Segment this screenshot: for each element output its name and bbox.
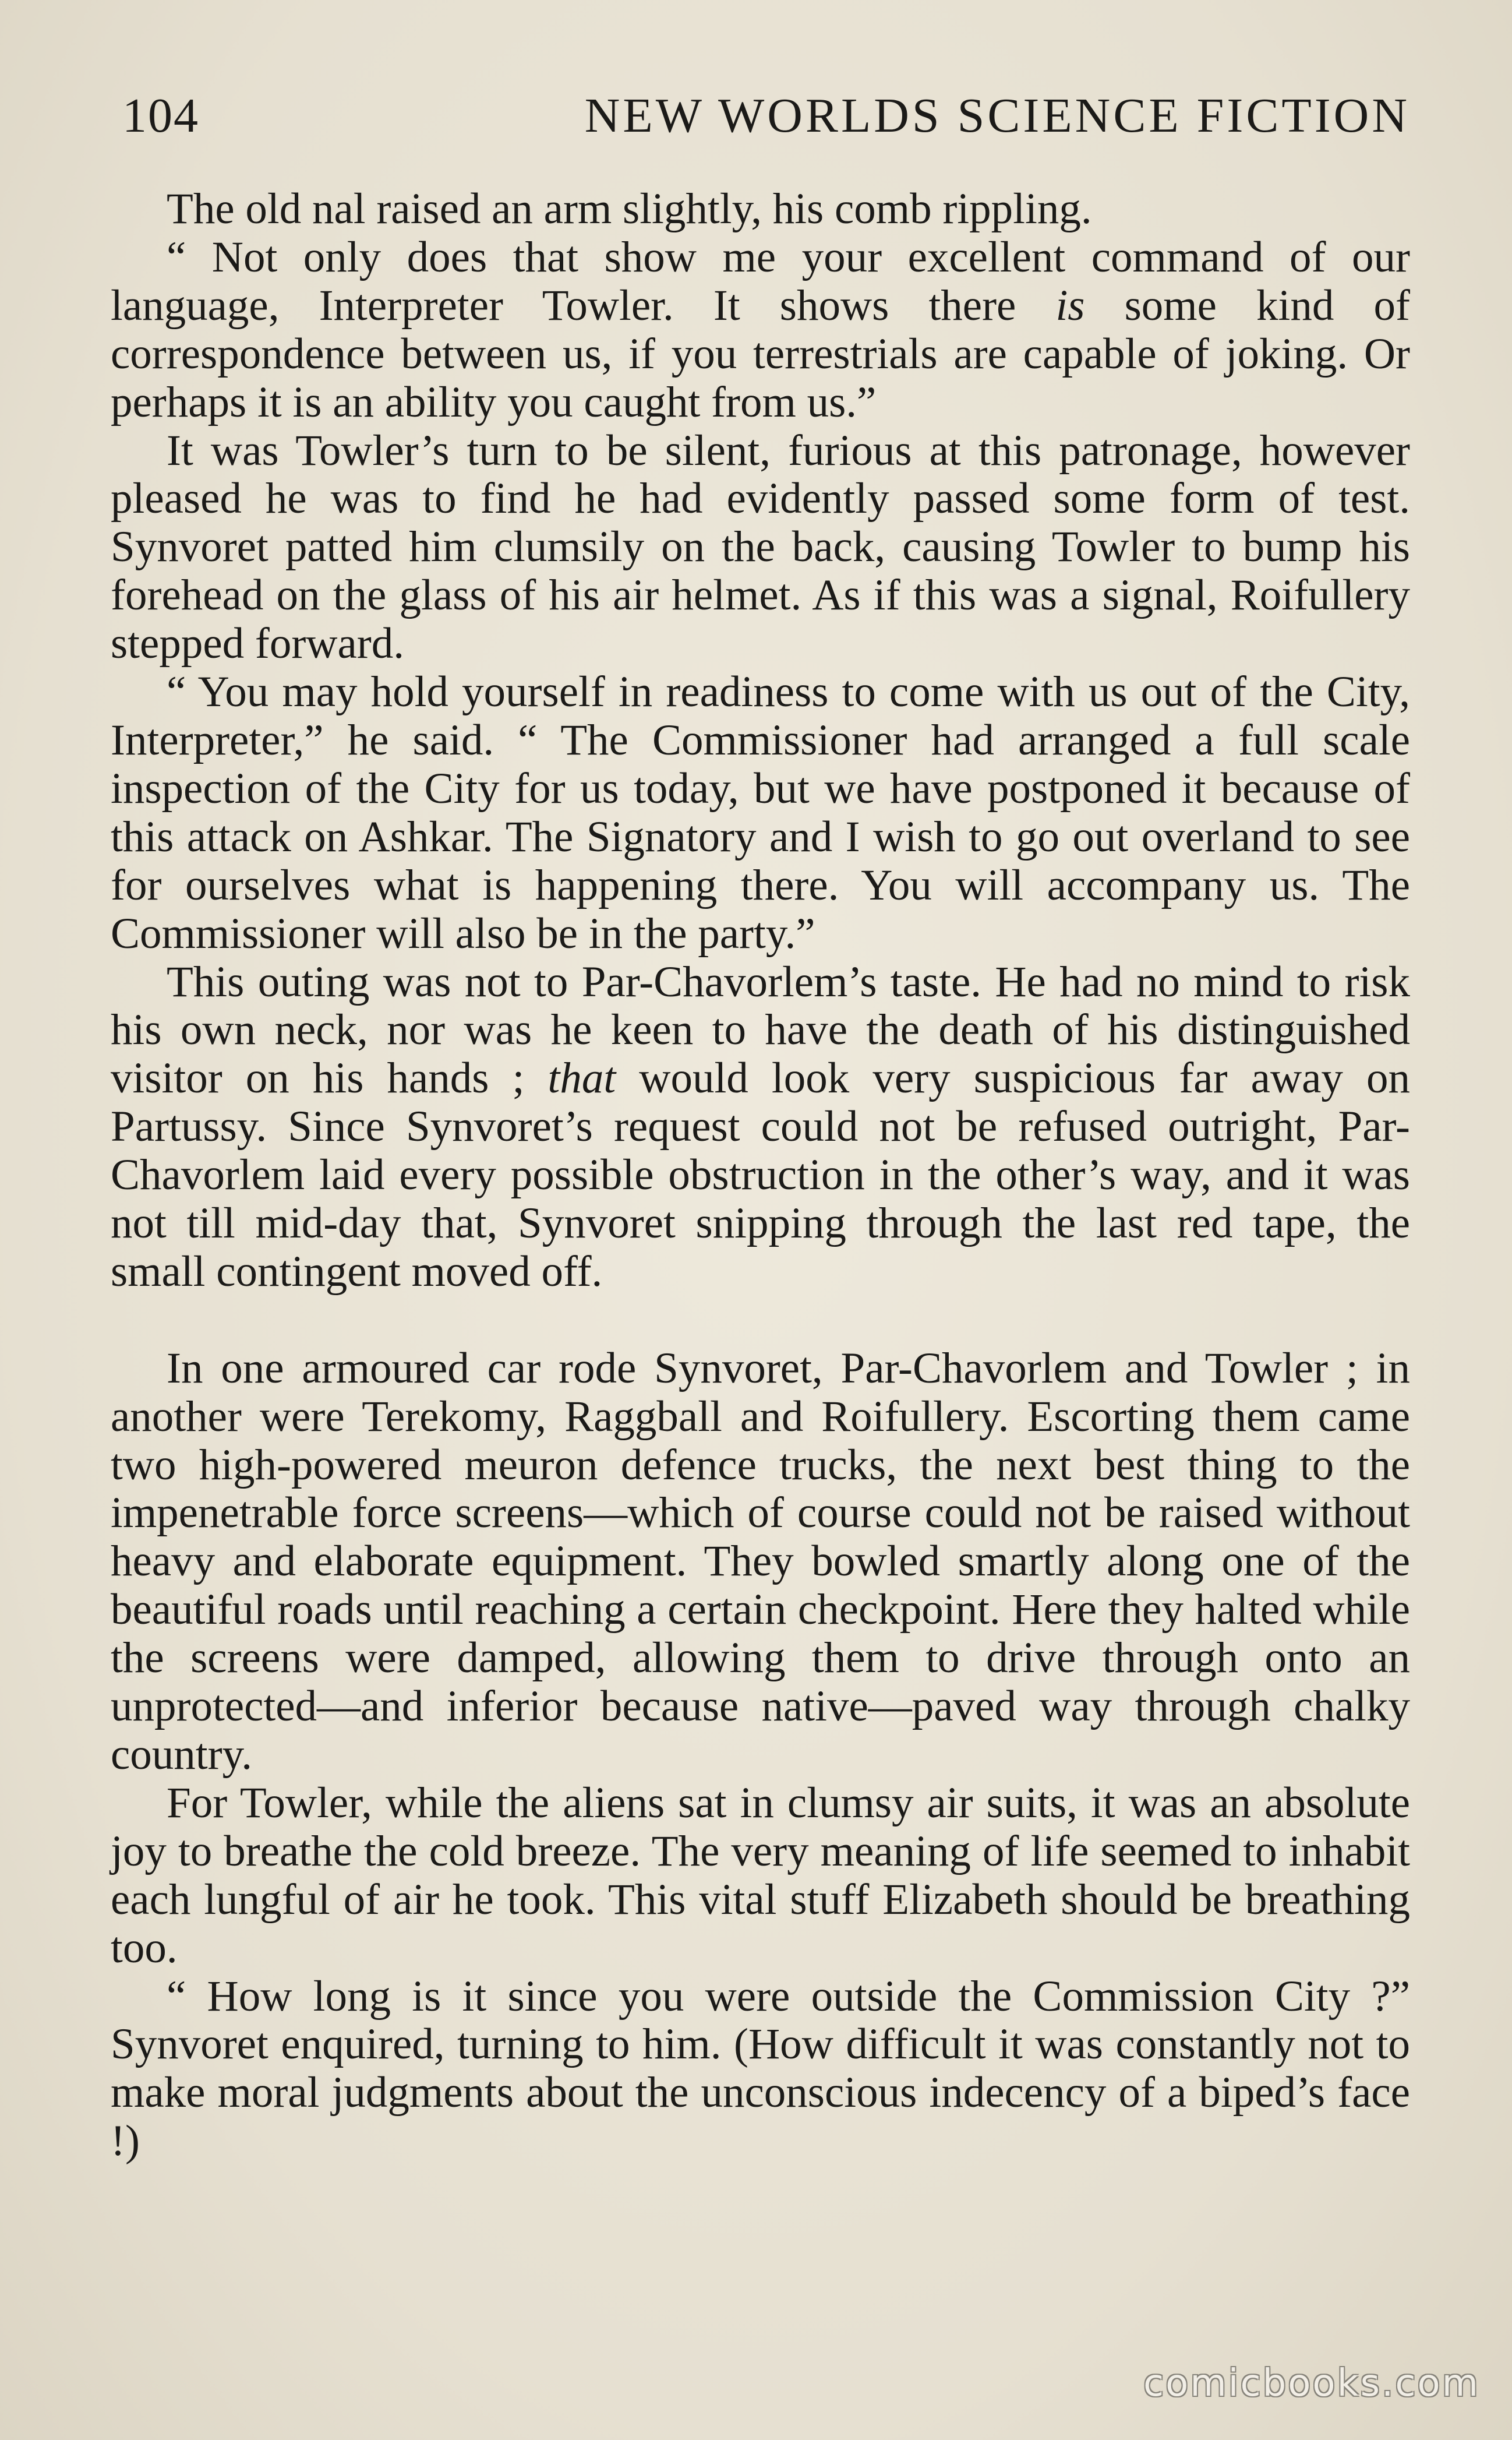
paragraph-text: “ Not only does that show me your excellent command of our language, Interpreter Towler. It shows there	[111, 232, 1410, 330]
watermark: comicbooks.com	[1143, 2362, 1480, 2405]
italic-text: that	[547, 1054, 616, 1103]
paragraph-text: The old nal raised an arm slightly, his comb rippling.	[167, 185, 1092, 233]
paragraph	[111, 427, 1410, 669]
paragraph	[111, 1973, 1410, 2166]
running-title: NEW WORLDS SCIENCE FICTION	[584, 89, 1410, 143]
paragraph-text: For Towler, while the aliens sat in clumsy air suits, it was an absolute joy to breathe the cold breeze. The very meaning of life seemed to inhabit each lungful of air he took. This vital stuff Elizabeth should be breathing too.	[111, 1778, 1410, 1972]
paragraph	[111, 234, 1410, 427]
paragraph	[111, 185, 1410, 234]
paragraph-text: It was Towler’s turn to be silent, furious at this patronage, however pleased he was to find he had evidently passed some form of test. Synvoret patted him clumsily on the back, causing Towler to bump his forehead on the glass of his air helmet. As if this was a signal, Roifullery stepped forward.	[111, 426, 1410, 668]
paragraph	[111, 958, 1410, 1296]
paragraph-text: would look very suspicious far away on Partussy. Since Synvoret’s request could not be refused outright, Par-Chavorlem laid every possible obstruction in the other’s way, and it was not till mid-day that, Synvoret snipping through the last red tape, the small contingent moved off.	[111, 1054, 1411, 1296]
paragraph-text: “ How long is it since you were outside the Commission City ?” Synvoret enquired, turning to him. (How difficult it was constantly not to make moral judgments about the unconscious indecency of a biped’s face !)	[111, 1972, 1410, 2166]
paragraph-text: In one armoured car rode Synvoret, Par-Chavorlem and Towler ; in another were Terekomy, Raggball and Roifullery. Escorting them came two high-powered meuron defence trucks, the next best thing to the impenetrable force screens—which of course could not be raised without heavy and elaborate equipment. They bowled smartly along one of the beautiful roads until reaching a certain checkpoint. Here they halted while the screens were damped, allowing them to drive through onto an unprotected—and inferior because native—paved way through chalky country.	[111, 1344, 1410, 1779]
body-text	[111, 185, 1410, 2166]
running-header	[122, 87, 1410, 157]
paragraph-text: some kind of correspondence between us, if you terrestrials are capable of joking. Or perhaps it is an ability you caught from us.”	[111, 281, 1410, 426]
paragraph-text: This outing was not to Par-Chavorlem’s taste. He had no mind to risk his own neck, nor was he keen to have the death of his distinguished visitor on his hands ;	[111, 957, 1410, 1103]
paragraph	[111, 1345, 1410, 1779]
italic-text: is	[1055, 281, 1085, 330]
page-number: 104	[122, 89, 199, 143]
paragraph	[111, 1779, 1410, 1973]
paragraph-text: “ You may hold yourself in readiness to come with us out of the City, Interpreter,” he said. “ The Commissioner had arranged a full scale inspection of the City for us today, but we have postponed it because of this attack on Ashkar. The Signatory and I wish to go out overland to see for ourselves what is happening there. You will accompany us. The Commissioner will also be in the party.”	[111, 668, 1410, 958]
paragraph	[111, 668, 1410, 958]
